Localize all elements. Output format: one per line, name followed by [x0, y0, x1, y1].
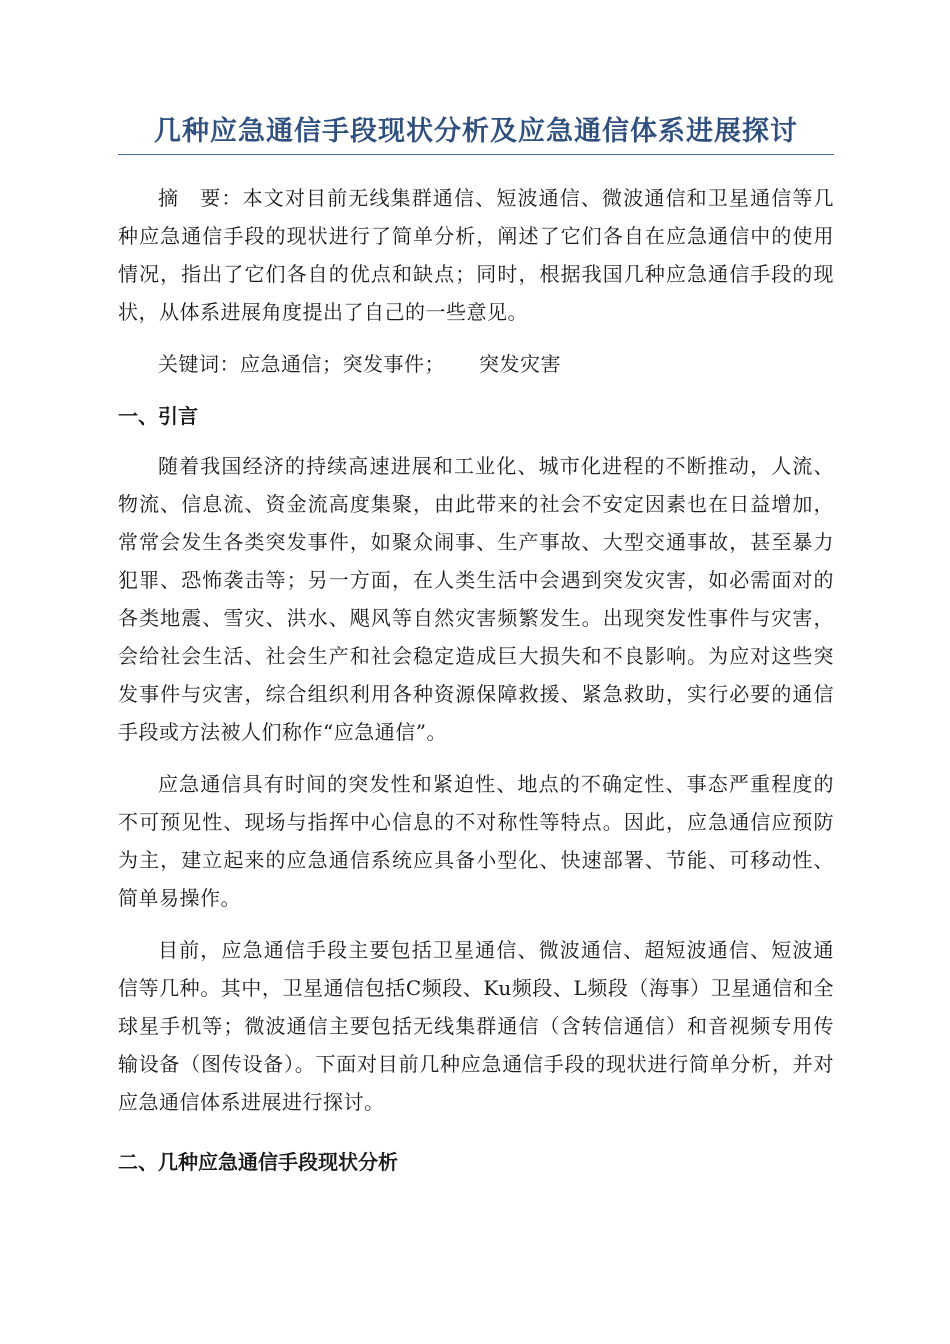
intro-paragraph-3: 目前，应急通信手段主要包括卫星通信、微波通信、超短波通信、短波通信等几种。其中，卫星通信包括C频段、Ku频段、L频段（海事）卫星通信和全球星手机等；微波通信主要包括无线集群通信（含转信通信）和音视频专用传输设备（图传设备）。下面对目前几种应急通信手段的现状进行简单分析，并对应急通信体系进展进行探讨。 [118, 938, 834, 1114]
document-page [118, 112, 834, 1193]
abstract-paragraph: 摘 要：本文对目前无线集群通信、短波通信、微波通信和卫星通信等几种应急通信手段的现状进行了简单分析，阐述了它们各自在应急通信中的使用情况，指出了它们各自的优点和缺点；同时，根据我国几种应急通信手段的现状，从体系进展角度提出了自己的一些意见。 [118, 186, 834, 324]
intro-paragraph-2: 应急通信具有时间的突发性和紧迫性、地点的不确定性、事态严重程度的不可预见性、现场与指挥中心信息的不对称性等特点。因此，应急通信应预防为主，建立起来的应急通信系统应具备小型化、快速部署、节能、可移动性、简单易操作。 [118, 772, 834, 910]
keywords-line [118, 345, 834, 383]
section-heading-introduction: 一、引言 [118, 404, 198, 428]
document-title: 几种应急通信手段现状分析及应急通信体系进展探讨 [118, 112, 834, 155]
intro-paragraph-1: 随着我国经济的持续高速进展和工业化、城市化进程的不断推动，人流、物流、信息流、资金流高度集聚，由此带来的社会不安定因素也在日益增加，常常会发生各类突发事件，如聚众闹事、生产事故、大型交通事故，甚至暴力犯罪、恐怖袭击等；另一方面，在人类生活中会遇到突发灾害，如必需面对的各类地震、雪灾、洪水、飓风等自然灾害频繁发生。出现突发性事件与灾害，会给社会生活、社会生产和社会稳定造成巨大损失和不良影响。为应对这些突发事件与灾害，综合组织利用各种资源保障救援、紧急救助，实行必要的通信手段或方法被人们称作“应急通信”。 [118, 454, 834, 744]
keyword-last: 突发灾害 [479, 352, 561, 376]
section-heading-analysis: 二、几种应急通信手段现状分析 [118, 1150, 398, 1174]
keywords-label: 关键词：应急通信；突发事件； [158, 352, 445, 376]
